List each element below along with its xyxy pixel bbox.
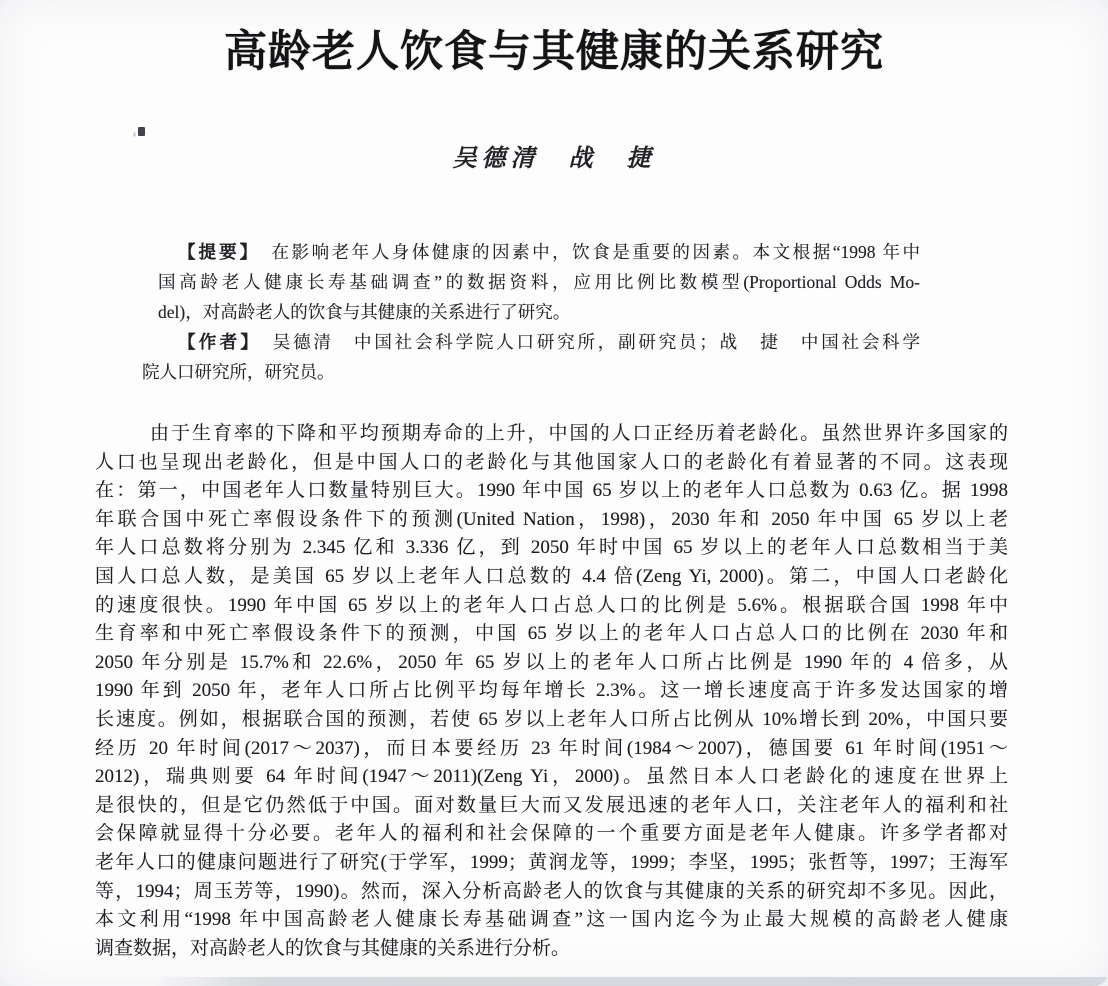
body-line: 经历 20 年时间(2017～2037)，而日本要经历 23 年时间(1984～2007)，德国要 61 年时间(1951～ [95,737,1008,759]
front-matter-text: 国高龄老人健康长寿基础调查”的数据资料，应用比例比数模型(Proportional Odds Mo- [158,272,920,292]
body-line: 人口也呈现出老龄化，但是中国人口的老龄化与其他国家人口的老龄化有着显著的不同。这表现 [95,451,1008,473]
front-matter-text: 院人口研究所，研究员。 [142,362,335,382]
body-line: 国人口总人数，是美国 65 岁以上老年人口总数的 4.4 倍(Zeng Yi, 2000)。第二，中国人口老龄化 [95,565,1008,587]
bracket-label: 【作者】 [178,332,253,352]
front-matter-line [158,297,920,327]
body-line: 由于生育率的下降和平均预期寿命的上升，中国的人口正经历着老龄化。虽然世界许多国家的 [150,423,1008,444]
ink-speck-mark [138,127,145,136]
body-line: 本文利用“1998 年中国高龄老人健康长寿基础调查”这一国内迄今为止最大规模的高龄老人健康 [95,909,1008,931]
abstract-author-block [142,237,920,387]
front-matter-line [158,267,920,297]
front-matter-line [158,327,920,357]
paper-authors: 吴德清 战 捷 [452,146,656,172]
body-line: 1990 年到 2050 年，老年人口所占比例平均每年增长 2.3%。这一增长速度高于许多发达国家的增 [95,680,1008,702]
front-matter-line [142,357,920,387]
body-line: 老年人口的健康问题进行了研究(于学军，1999；黄润龙等，1999；李坚，1995；张哲等，1997；王海军 [95,851,1008,873]
body-line: 的速度很快。1990 年中国 65 岁以上的老年人口占总人口的比例是 5.6%。根据联合国 1998 年中 [95,594,1008,616]
body-line: 生育率和中死亡率假设条件下的预测，中国 65 岁以上的老年人口占总人口的比例在 2030 年和 [95,623,1008,645]
front-matter-line [158,237,920,267]
body-line: 是很快的，但是它仍然低于中国。面对数量巨大而又发展迅速的老年人口，关注老年人的福利和社 [95,794,1008,816]
front-matter-text: 在影响老年人身体健康的因素中，饮食是重要的因素。本文根据“1998 年中 [251,242,920,262]
body-line: 2050 年分别是 15.7%和 22.6%，2050 年 65 岁以上的老年人口所占比例是 1990 年的 4 倍多，从 [95,651,1008,673]
body-line: 在：第一，中国老年人口数量特别巨大。1990 年中国 65 岁以上的老年人口总数为 0.63 亿。据 1998 [95,480,1008,502]
body-line: 2012)，瑞典则要 64 年时间(1947～2011)(Zeng Yi，2000)。虽然日本人口老龄化的速度在世界上 [95,766,1008,788]
body-line: 年人口总数将分别为 2.345 亿和 3.336 亿，到 2050 年时中国 65 岁以上的老年人口总数相当于美 [95,537,1008,559]
body-line: 等，1994；周玉芳等，1990)。然而，深入分析高龄老人的饮食与其健康的关系的研究却不多见。因此， [95,880,1008,902]
bracket-label: 【提要】 [178,242,252,262]
front-matter-text: 吴德清 中国社会科学院人口研究所，副研究员；战 捷 中国社会科学 [252,332,920,352]
scan-edge-shadow [150,977,1108,986]
body-line: 会保障就显得十分必要。老年人的福利和社会保障的一个重要方面是老年人健康。许多学者都对 [95,823,1008,845]
body-line: 年联合国中死亡率假设条件下的预测(United Nation，1998)，2030 年和 2050 年中国 65 岁以上老 [95,508,1008,530]
body-line: 长速度。例如，根据联合国的预测，若使 65 岁以上老年人口所占比例从 10%增长到 20%，中国只要 [95,708,1008,730]
paper-title: 高龄老人饮食与其健康的关系研究 [224,29,884,76]
front-matter-text: del)，对高龄老人的饮食与其健康的关系进行了研究。 [158,302,571,322]
body-line: 调查数据，对高龄老人的饮食与其健康的关系进行分析。 [95,937,571,959]
body-paragraph [95,420,1008,963]
